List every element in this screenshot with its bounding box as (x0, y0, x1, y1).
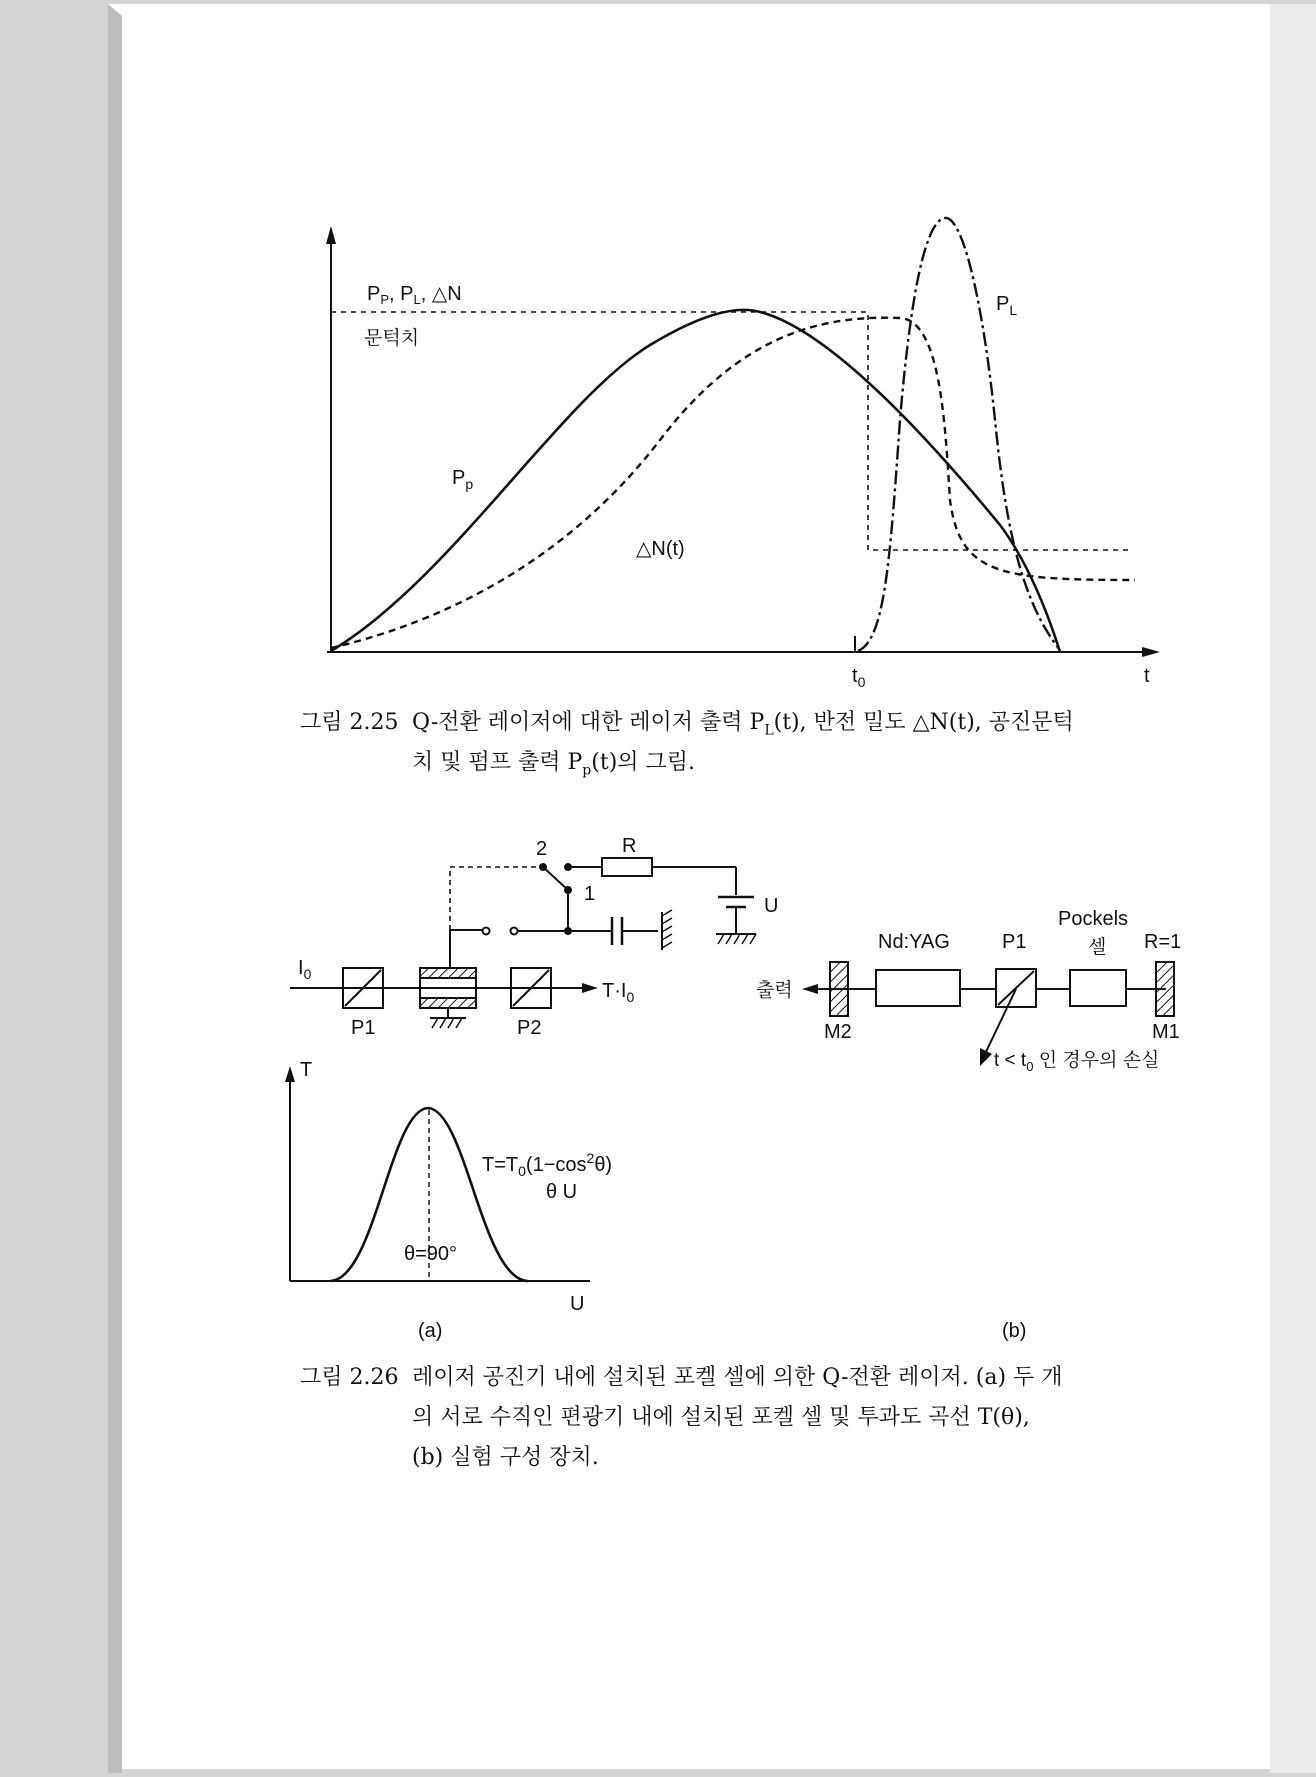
panel-b-label: (b) (1002, 1320, 1027, 1342)
mirror-m2 (830, 962, 848, 1016)
nd-yag-label: Nd:YAG (878, 931, 950, 953)
caption-2-26-number: 그림 2.26 (300, 1365, 399, 1390)
inversion-label: △N(t) (636, 538, 685, 560)
plot-x-label: U (570, 1293, 585, 1315)
caption-2-26-line-1: 레이저 공진기 내에 설치된 포켈 셀에 의한 Q-전환 레이저. (a) 두 개 (412, 1365, 1063, 1390)
input-label: $I_0$ (298, 957, 312, 982)
pump-label: $P_p$ (452, 467, 474, 492)
paper-sheet (108, 4, 1308, 1769)
pockels-label-2: 셀 (1088, 937, 1107, 958)
reflectivity-label: R=1 (1144, 931, 1182, 953)
mirror-m1 (1156, 962, 1174, 1016)
polarizer-p1-label: P1 (351, 1017, 376, 1039)
caption-2-25-line-2: 치 및 펌프 출력 $P_p(t)$의 그림. (412, 750, 696, 779)
polarizer-p1-b-label: P1 (1002, 931, 1027, 953)
switch-pos-2-label: 2 (536, 838, 548, 860)
t-axis-label: t (1144, 665, 1150, 687)
mirror-m1-label: M1 (1152, 1021, 1180, 1043)
threshold-label: 문턱치 (364, 328, 420, 349)
pockels-electrode-top (420, 968, 476, 978)
pockels-electrode-bottom (420, 998, 476, 1008)
switch-pos-1-label: 1 (584, 883, 596, 905)
caption-2-25-number: 그림 2.25 (300, 710, 399, 735)
formula-label: $T=T_0(1-\cos^2\theta)$ (482, 1150, 613, 1179)
caption-2-26-line-2: 의 서로 수직인 편광기 내에 설치된 포켈 셀 및 투과도 곡선 T(θ), (412, 1405, 1030, 1430)
nd-yag-rod (876, 970, 960, 1006)
polarizer-p2-label: P2 (517, 1017, 542, 1039)
t0-label: $t_0$ (852, 665, 866, 690)
caption-2-26-line-3: (b) 실험 구성 장치. (412, 1445, 599, 1470)
output-label-b: 출력 (756, 980, 793, 1001)
junction-dot (565, 928, 571, 934)
page-edge (1270, 4, 1316, 1773)
page-spine-shadow (108, 4, 122, 1773)
loss-label: $t < t_0$ 인 경우의 손실 (994, 1050, 1160, 1074)
formula-label-2: θ U (546, 1181, 578, 1203)
pockels-label: Pockels (1058, 908, 1129, 930)
y-axis-label: $P_P$, $P_L$, △N (367, 283, 462, 307)
voltage-label: U (764, 895, 779, 917)
panel-a-label: (a) (418, 1320, 443, 1342)
output-label-a: $T\cdot I_0$ (602, 980, 635, 1005)
mirror-m2-label: M2 (824, 1021, 852, 1043)
caption-2-25-line-1: Q-전환 레이저에 대한 레이저 출력 $P_L(t)$, 반전 밀도 △N(t), 공진문턱 (412, 710, 1074, 739)
resistor-label: R (622, 835, 637, 857)
laser-label: $P_L$ (996, 293, 1018, 318)
pockels-cell-b (1070, 970, 1126, 1006)
plot-y-label: T (300, 1059, 313, 1081)
peak-label: θ=90° (404, 1243, 458, 1265)
